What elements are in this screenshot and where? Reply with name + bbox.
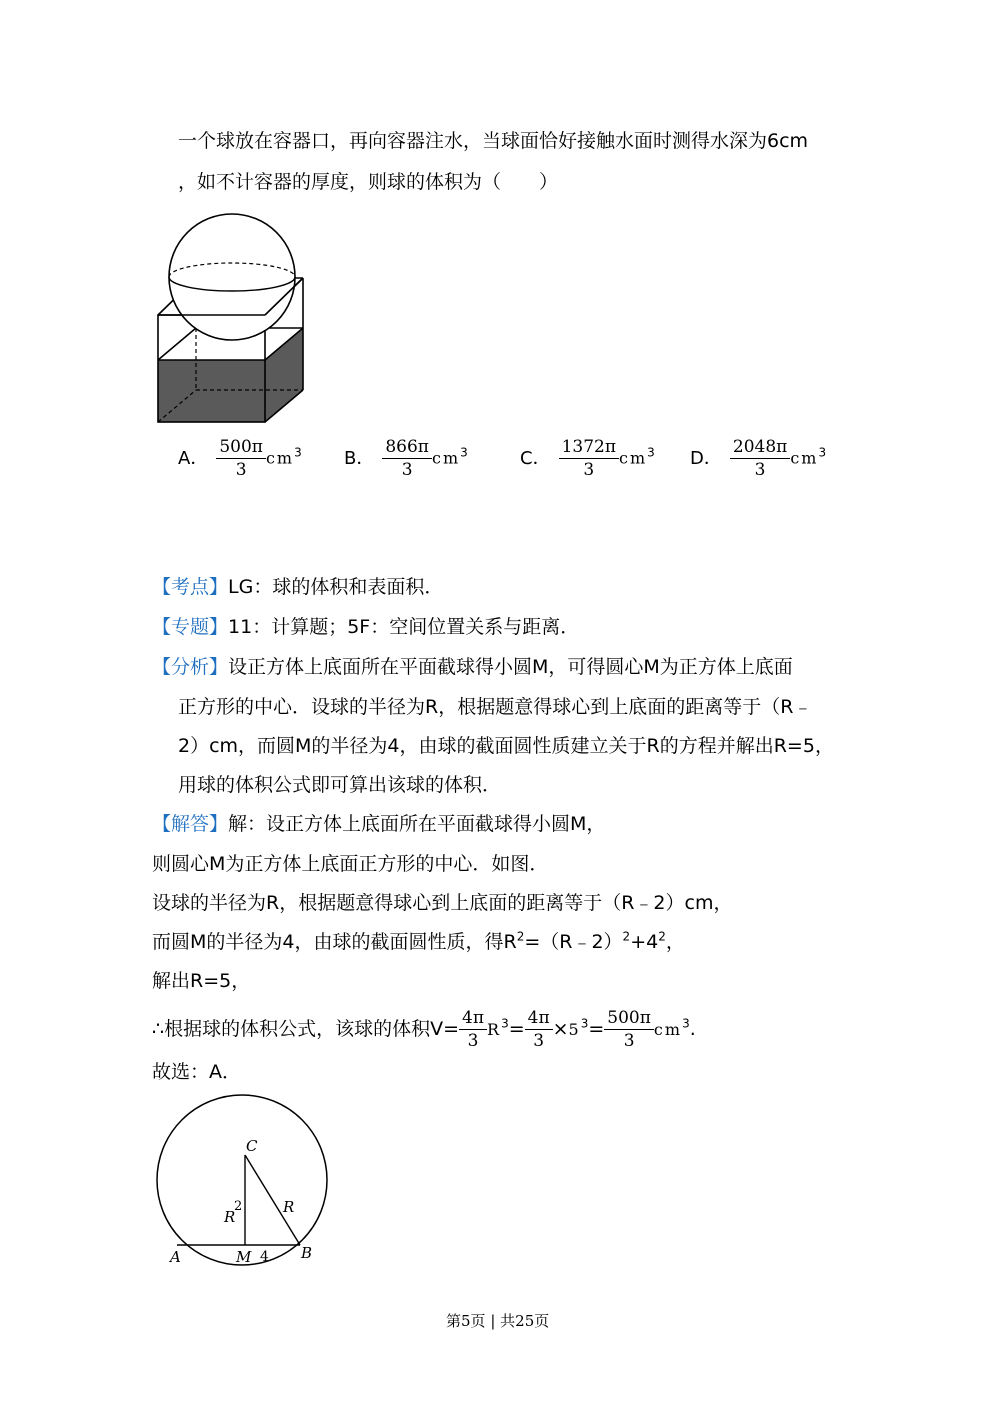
zhuanti-tag: 【专题】 [152,616,229,638]
jieda-line-7: 故选：A． [152,1061,241,1083]
jieda-line-1: 【解答】解：设正方体上底面所在平面截球得小圆M， [152,813,606,835]
fenxi-line-3: 2）cm，而圆M的半径为4，由球的截面圆性质建立关于R的方程并解出R=5， [178,735,834,757]
page-number: 第5页 [446,1312,486,1330]
label-m: M [236,1248,252,1266]
option-d[interactable]: D． $\frac{2048\pi}{3}$ $cm^3$ [690,437,827,480]
label-b: B [301,1244,313,1262]
zhuanti-section [152,614,579,640]
sphere-on-cube-figure [150,205,315,430]
jieda-line-5: 解出R=5， [152,970,251,992]
jieda-line-6: ∴根据球的体积公式，该球的体积V= $\frac{4\pi}{3}$ $R^3=$ $\frac{4\pi}{3}$ $\times 5^3=$ $\frac{500\pi}{3}$ $cm^3$. [152,1008,696,1051]
label-a: A [170,1248,181,1266]
fenxi-line-2: 正方形的中心．设球的半径为R，根据题意得球心到上底面的距离等于（R﹣ [178,696,813,718]
jieda-line-2: 则圆心M为正方体上底面正方形的中心．如图． [152,853,549,875]
option-a[interactable]: A． $\frac{500\pi}{3}$ $cm^3$ [178,437,302,480]
fenxi-line-1: 【分析】设正方体上底面所在平面截球得小圆M，可得圆心M为正方体上底面 [152,656,793,678]
sphere [169,214,295,340]
question-line-1: 一个球放在容器口，再向容器注水，当球面恰好接触水面时测得水深为6cm [178,130,809,152]
option-c[interactable]: C． $\frac{1372\pi}{3}$ $cm^3$ [520,437,655,480]
label-r-leg: R [224,1208,236,1226]
footer-separator: | [490,1312,496,1330]
kaodian-tag: 【考点】 [152,576,229,598]
kaodian-section [152,574,443,600]
fenxi-line-4: 用球的体积公式即可算出该球的体积． [178,774,502,796]
jieda-line-4: 而圆M的半径为4，由球的截面圆性质，得$R^2=(R﹣2)^2+4^2$， [152,929,685,953]
label-r-hyp: R [283,1198,295,1216]
zhuanti-text: 11：计算题；5F：空间位置关系与距离． [228,616,580,638]
jieda-tag: 【解答】 [152,813,229,835]
kaodian-text: LG：球的体积和表面积． [228,576,444,598]
page-footer [446,1310,549,1331]
fenxi-tag: 【分析】 [152,656,229,678]
label-c: C [246,1137,258,1155]
label-two: 2 [234,1199,243,1214]
cross-section-circle [157,1095,327,1265]
option-b[interactable]: B． $\frac{866\pi}{3}$ $cm^3$ [344,437,468,480]
label-four: 4 [260,1249,269,1265]
page-total: 共25页 [500,1312,550,1330]
question-line-2: ，如不计容器的厚度，则球的体积为（ ） [178,171,559,193]
jieda-line-3: 设球的半径为R，根据题意得球心到上底面的距离等于（R﹣2）cm， [152,892,733,914]
cross-section-figure [150,1090,335,1275]
